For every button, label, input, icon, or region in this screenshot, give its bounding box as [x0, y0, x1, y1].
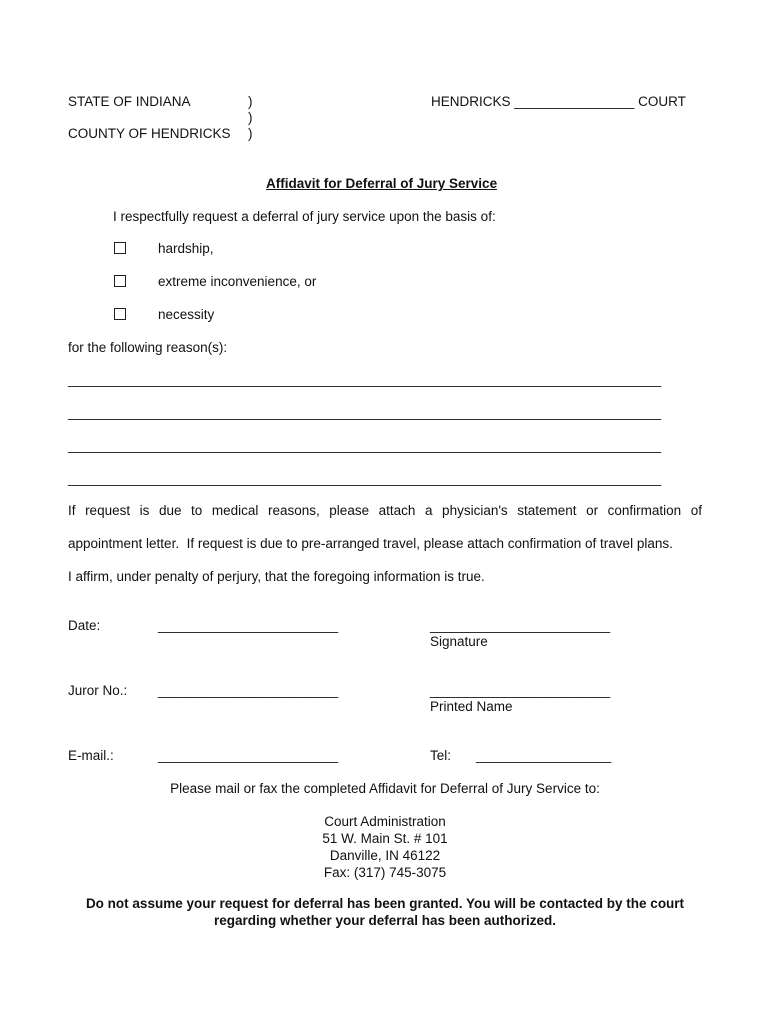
notice-line: Do not assume your request for deferral has been granted. You will be contacted by the court [85, 896, 685, 911]
signature-field[interactable]: ________________________ [430, 618, 611, 633]
mail-instruction: Please mail or fax the completed Affidavit for Deferral of Jury Service to: [170, 781, 600, 796]
deferral-notice [40, 895, 730, 929]
juror-number-field[interactable]: ________________________ [158, 683, 339, 698]
caption-paren: ) [248, 126, 253, 141]
caption-paren: ) [248, 94, 253, 109]
address-line: 51 W. Main St. # 101 [322, 831, 448, 846]
medical-instruction-line2: appointment letter. If request is due to pre-arranged travel, please attach confirmation of travel plans. [68, 536, 673, 551]
reason-line[interactable]: _______________________________________________________________________________ [68, 405, 662, 420]
address-line: Danville, IN 46122 [329, 848, 441, 863]
affirmation-text: I affirm, under penalty of perjury, that the foregoing information is true. [68, 569, 485, 584]
reason-line[interactable]: _______________________________________________________________________________ [68, 438, 662, 453]
juror-number-label: Juror No.: [68, 683, 128, 698]
court-caption: HENDRICKS ________________ COURT [431, 94, 686, 109]
hardship-checkbox[interactable] [114, 242, 126, 254]
email-field[interactable]: ________________________ [158, 748, 339, 763]
state-caption: STATE OF INDIANA [68, 94, 191, 109]
email-label: E-mail.: [68, 748, 114, 763]
option-label-inconvenience: extreme inconvenience, or [158, 274, 317, 289]
address-line: Fax: (317) 745-3075 [323, 865, 447, 880]
address-line: Court Administration [324, 814, 446, 829]
intro-text: I respectfully request a deferral of jury service upon the basis of: [113, 209, 496, 224]
option-label-necessity: necessity [158, 307, 215, 322]
tel-field[interactable]: __________________ [476, 748, 612, 763]
county-caption: COUNTY OF HENDRICKS [68, 126, 231, 141]
reason-line[interactable]: _______________________________________________________________________________ [68, 471, 662, 486]
signature-label: Signature [430, 634, 488, 649]
medical-instruction-line1: If request is due to medical reasons, please attach a physician's statement or confirmation of [68, 503, 702, 518]
notice-line: regarding whether your deferral has been authorized. [213, 913, 557, 928]
printed-name-label: Printed Name [430, 699, 513, 714]
reason-line[interactable]: _______________________________________________________________________________ [68, 372, 662, 387]
address-block [235, 813, 535, 881]
necessity-checkbox[interactable] [114, 308, 126, 320]
date-field[interactable]: ________________________ [158, 618, 339, 633]
caption-paren: ) [248, 110, 253, 125]
option-label-hardship: hardship, [158, 241, 214, 256]
reasons-label: for the following reason(s): [68, 340, 228, 355]
printed-name-field[interactable]: ________________________ [430, 683, 611, 698]
inconvenience-checkbox[interactable] [114, 275, 126, 287]
date-label: Date: [68, 618, 101, 633]
document-title: Affidavit for Deferral of Jury Service [266, 176, 498, 191]
tel-label: Tel: [430, 748, 452, 763]
